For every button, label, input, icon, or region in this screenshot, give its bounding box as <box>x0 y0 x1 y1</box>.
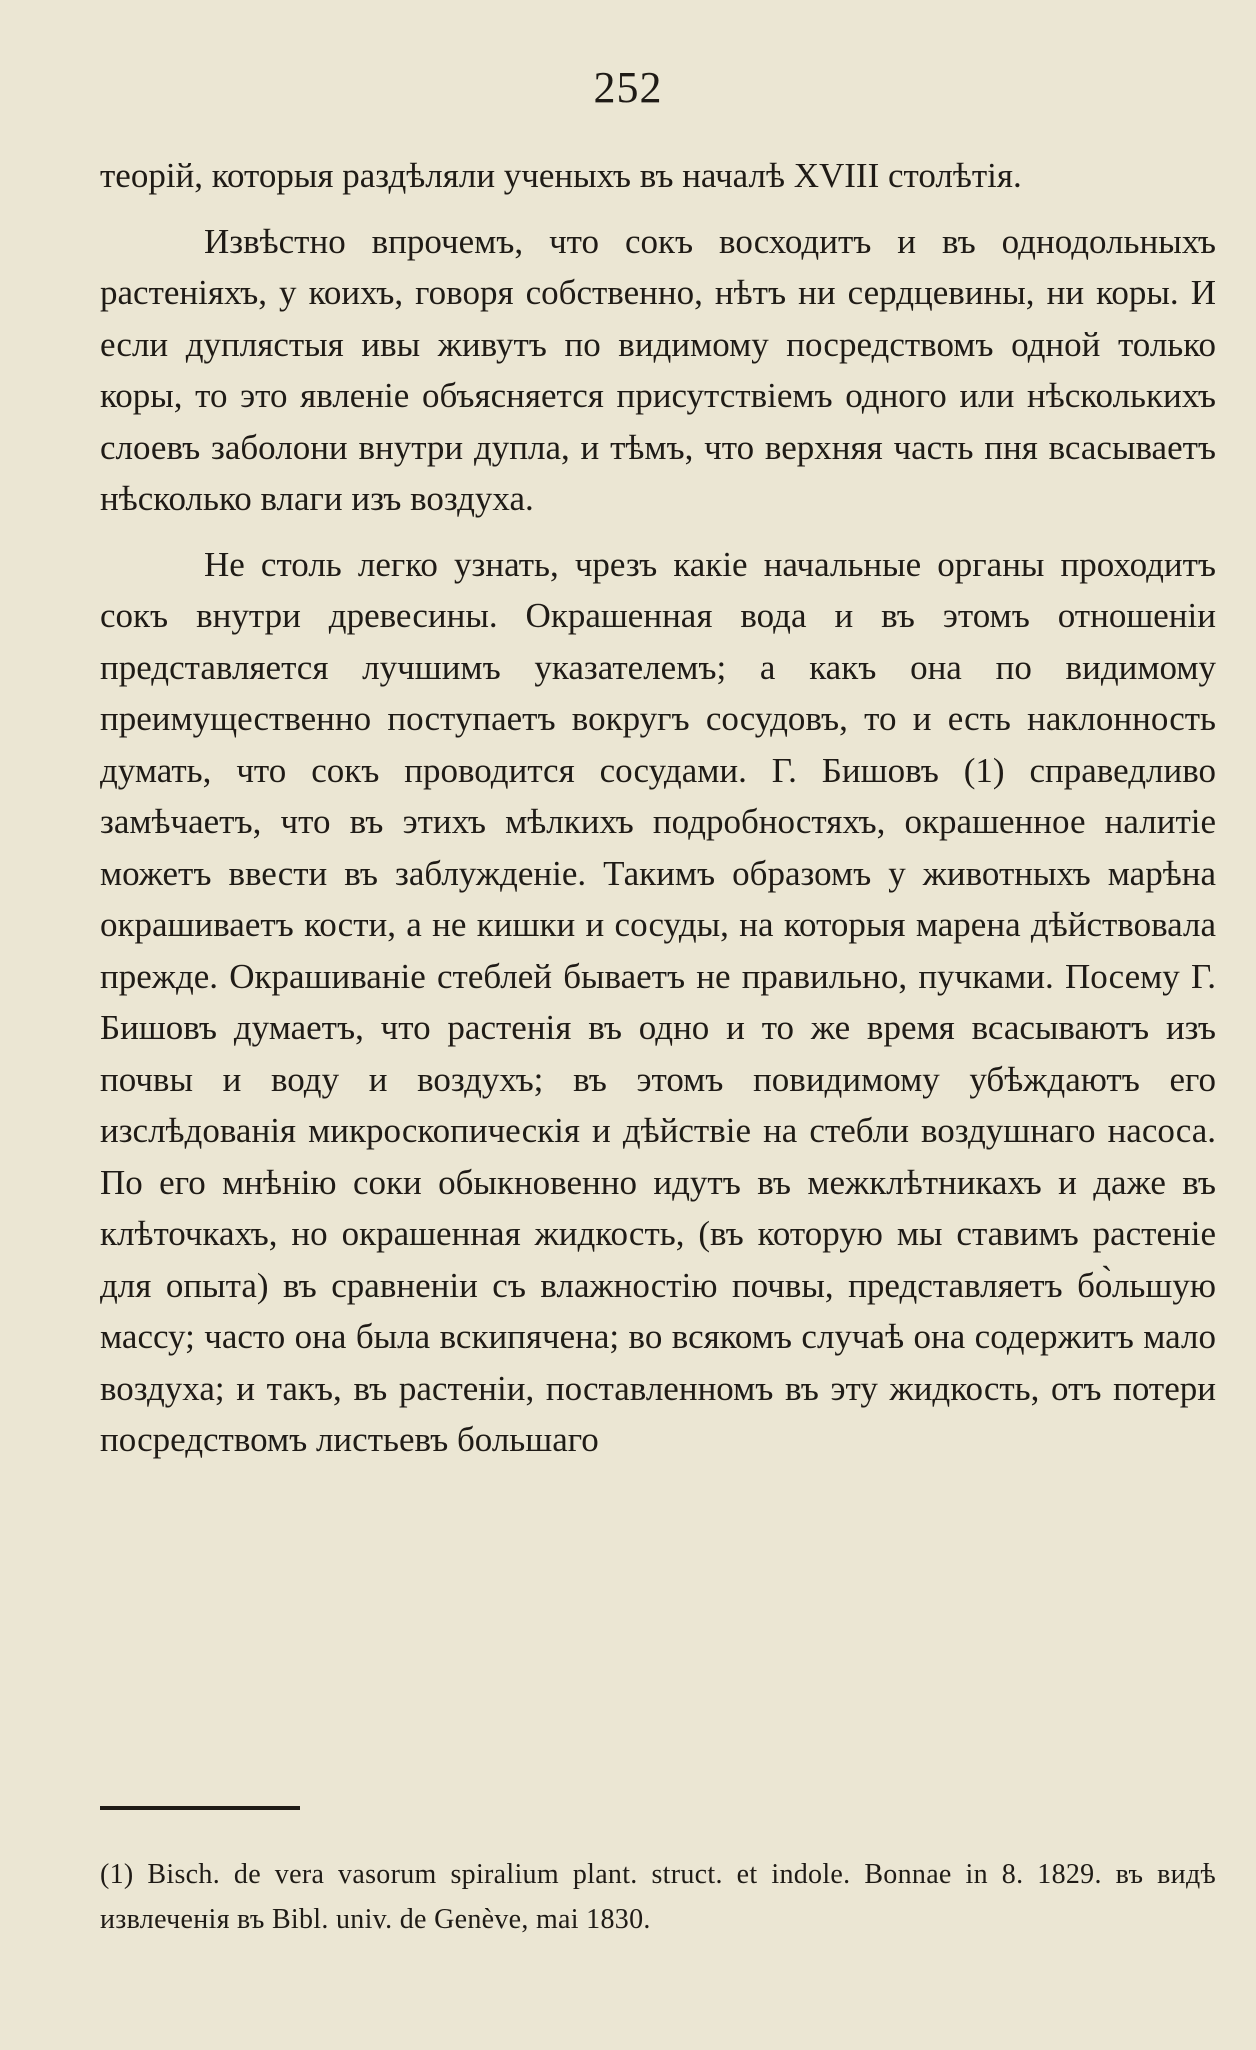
body-text <box>100 150 1216 1466</box>
footnote-divider <box>100 1806 300 1810</box>
paragraph-continuation: теорій, которыя раздѣляли ученыхъ въ началѣ XVIII столѣтія. <box>100 156 1022 195</box>
page-number: 252 <box>593 63 663 112</box>
paragraph: Извѣстно впрочемъ, что сокъ восходитъ и въ однодольныхъ растеніяхъ, у коихъ, говоря собственно, нѣтъ ни сердцевины, ни коры. И если дуплястыя ивы живутъ по видимому посредствомъ одной только коры, то это явленіе объясняется присутствіемъ одного или нѣсколькихъ слоевъ заболони внутри дупла, и тѣмъ, что верхняя часть пня всасываетъ нѣсколько влаги изъ воздуха. <box>100 221 1216 518</box>
footnote: (1) Bisch. de vera vasorum spiralium plant. struct. et indole. Bonnae in 8. 1829. въ видѣ извлеченія въ Bibl. univ. de Genève, mai 1830. <box>100 1859 1216 1935</box>
paragraph: Не столь легко узнать, чрезъ какіе начальные органы проходитъ сокъ внутри древесины. Окрашенная вода и въ этомъ отношеніи представляется лучшимъ указателемъ; а какъ она по видимому преимущественно поступаетъ вокругъ сосудовъ, то и есть наклонность думать, что сокъ проводится сосудами. Г. Бишовъ (1) справедливо замѣчаетъ, что въ этихъ мѣлкихъ подробностяхъ, окрашенное налитіе можетъ ввести въ заблужденіе. Такимъ образомъ у животныхъ марѣна окрашиваетъ кости, а не кишки и сосуды, на которыя марена дѣйствовала прежде. Окрашиваніе стеблей бываетъ не правильно, пучками. Посему Г. Бишовъ думаетъ, что растенія въ одно и то же время всасываютъ изъ почвы и воду и воздухъ; въ этомъ повидимому убѣждаютъ его изслѣдованія микроскопическія и дѣйствіе на стебли воздушнаго насоса. По его мнѣнію соки обыкновенно идутъ въ межклѣтникахъ и даже въ клѣточкахъ, но окрашенная жидкость, (въ которую мы ставимъ растеніе для опыта) въ сравненіи съ влажностію почвы, представляетъ бо̀льшую массу; часто она была вскипячена; во всякомъ случаѣ она содержитъ мало воздуха; и такъ, въ растеніи, поставленномъ въ эту жидкость, отъ потери посредствомъ листьевъ большаго <box>100 544 1216 1459</box>
